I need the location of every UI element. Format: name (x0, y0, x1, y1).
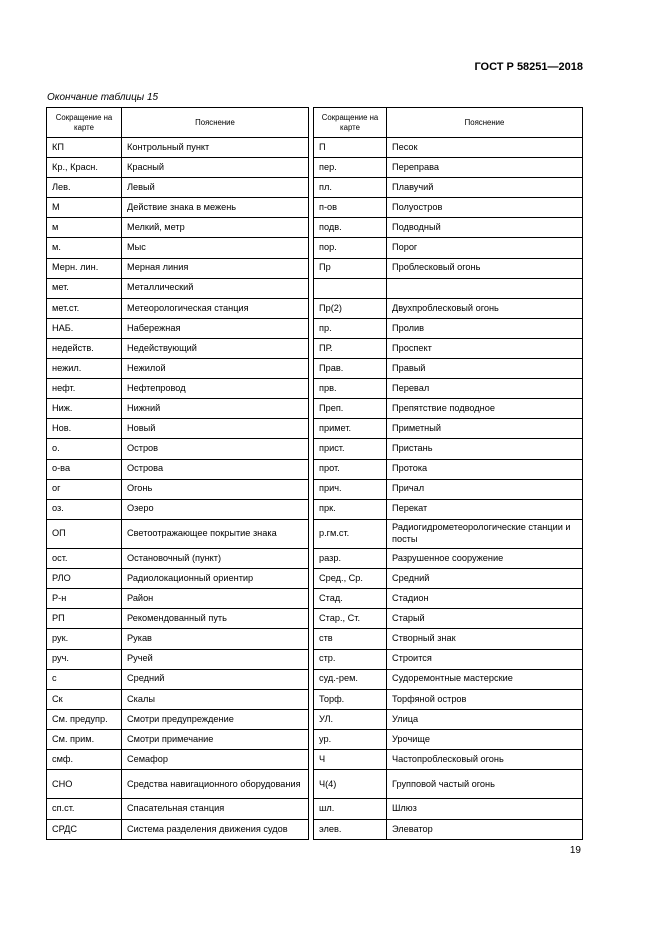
table-header-row (47, 108, 309, 138)
abbreviation-cell: ПР. (314, 338, 387, 358)
table-row (47, 419, 309, 439)
abbreviation-cell: стр. (314, 649, 387, 669)
table-row (47, 709, 309, 729)
meaning-cell: Пристань (387, 439, 583, 459)
table-row (47, 158, 309, 178)
abbreviation-cell: руч. (47, 649, 122, 669)
abbreviation-cell: разр. (314, 549, 387, 569)
abbreviation-cell: ур. (314, 729, 387, 749)
table-row (314, 819, 583, 839)
abbreviation-cell: прот. (314, 459, 387, 479)
meaning-cell: Металлический (122, 278, 309, 298)
table-row (47, 258, 309, 278)
meaning-cell: Система разделения движения судов (122, 819, 309, 839)
meaning-cell: Стадион (387, 589, 583, 609)
abbreviation-cell: Ч(4) (314, 770, 387, 799)
meaning-cell: Пролив (387, 318, 583, 338)
abbreviation-cell: Стар., Ст. (314, 609, 387, 629)
table-row (314, 729, 583, 749)
abbreviation-cell: прв. (314, 379, 387, 399)
meaning-cell: Створный знак (387, 629, 583, 649)
abbreviation-cell: См. предупр. (47, 709, 122, 729)
abbreviation-cell: пер. (314, 158, 387, 178)
meaning-cell: Нефтепровод (122, 379, 309, 399)
table-row (314, 258, 583, 278)
meaning-cell: Шлюз (387, 799, 583, 819)
abbreviation-cell: п-ов (314, 198, 387, 218)
meaning-cell: Нежилой (122, 359, 309, 379)
table-row (314, 338, 583, 358)
table-row (314, 218, 583, 238)
meaning-cell: Элеватор (387, 819, 583, 839)
meaning-cell: Протока (387, 459, 583, 479)
table-row (47, 629, 309, 649)
abbreviation-cell: пор. (314, 238, 387, 258)
abbreviation-cell: Стад. (314, 589, 387, 609)
table-row (47, 338, 309, 358)
meaning-cell: Радиогидрометеорологические станции и посты (387, 519, 583, 548)
abbreviation-cell: недейств. (47, 338, 122, 358)
table-row (314, 298, 583, 318)
column-header-meaning: Пояснение (122, 108, 309, 138)
table-row (47, 359, 309, 379)
table-row (314, 499, 583, 519)
table-row (47, 649, 309, 669)
abbreviation-cell: с (47, 669, 122, 689)
abbreviation-cell: Пр(2) (314, 298, 387, 318)
abbreviation-cell: М (47, 198, 122, 218)
meaning-cell: Перекат (387, 499, 583, 519)
abbreviation-cell: пр. (314, 318, 387, 338)
table-row (314, 519, 583, 548)
meaning-cell: Правый (387, 359, 583, 379)
abbreviation-cell: о-ва (47, 459, 122, 479)
meaning-cell: Смотри предупреждение (122, 709, 309, 729)
meaning-cell: Строится (387, 649, 583, 669)
meaning-cell: Проспект (387, 338, 583, 358)
table-row (314, 649, 583, 669)
meaning-cell: Двухпроблесковый огонь (387, 298, 583, 318)
table-row (314, 178, 583, 198)
abbreviation-cell: Мерн. лин. (47, 258, 122, 278)
column-header-abbreviation: Сокращение на карте (314, 108, 387, 138)
meaning-cell: Ручей (122, 649, 309, 669)
table-row (314, 629, 583, 649)
table-row (314, 379, 583, 399)
meaning-cell: Плавучий (387, 178, 583, 198)
table-row (314, 589, 583, 609)
table-row (314, 549, 583, 569)
meaning-cell: Причал (387, 479, 583, 499)
abbreviation-cell: сп.ст. (47, 799, 122, 819)
meaning-cell: Средний (387, 569, 583, 589)
table-right-half (313, 107, 583, 840)
table-row (314, 569, 583, 589)
meaning-cell: Остановочный (пункт) (122, 549, 309, 569)
table-row (314, 750, 583, 770)
table-row (314, 799, 583, 819)
table-row (47, 819, 309, 839)
table-row (314, 278, 583, 298)
abbreviation-cell: Торф. (314, 689, 387, 709)
table-row (47, 569, 309, 589)
table-row (47, 298, 309, 318)
abbreviation-cell: КП (47, 138, 122, 158)
table-row (47, 278, 309, 298)
meaning-cell: Средства навигационного оборудования (122, 770, 309, 799)
meaning-cell: Спасательная станция (122, 799, 309, 819)
meaning-cell: Семафор (122, 750, 309, 770)
table-row (47, 198, 309, 218)
table-row (47, 439, 309, 459)
meaning-cell: Рекомендованный путь (122, 609, 309, 629)
meaning-cell: Переправа (387, 158, 583, 178)
abbreviation-cell: СНО (47, 770, 122, 799)
abbreviation-cell: нефт. (47, 379, 122, 399)
abbreviation-cell: мет. (47, 278, 122, 298)
table-row (47, 519, 309, 548)
table-row (314, 359, 583, 379)
table-row (47, 729, 309, 749)
abbreviation-cell: Нов. (47, 419, 122, 439)
meaning-cell: Острова (122, 459, 309, 479)
abbreviation-cell (314, 278, 387, 298)
meaning-cell: Полуостров (387, 198, 583, 218)
meaning-cell: Мерная линия (122, 258, 309, 278)
meaning-cell: Порог (387, 238, 583, 258)
table-row (314, 198, 583, 218)
abbreviation-cell: м (47, 218, 122, 238)
meaning-cell: Скалы (122, 689, 309, 709)
abbreviation-cell: См. прим. (47, 729, 122, 749)
page-number: 19 (569, 845, 581, 856)
table-row (314, 439, 583, 459)
table-row (314, 138, 583, 158)
meaning-cell: Светоотражающее покрытие знака (122, 519, 309, 548)
meaning-cell: Разрушенное сооружение (387, 549, 583, 569)
abbreviation-cell: Ниж. (47, 399, 122, 419)
column-header-abbreviation: Сокращение на карте (47, 108, 122, 138)
abbreviation-cell: РЛО (47, 569, 122, 589)
abbreviation-cell: ОП (47, 519, 122, 548)
abbreviation-cell: Ч (314, 750, 387, 770)
meaning-cell: Урочище (387, 729, 583, 749)
table-row (314, 709, 583, 729)
abbreviation-cell: элев. (314, 819, 387, 839)
abbreviation-cell: П (314, 138, 387, 158)
table-row (47, 549, 309, 569)
table-row (47, 399, 309, 419)
abbreviation-cell: шл. (314, 799, 387, 819)
abbreviation-cell: пл. (314, 178, 387, 198)
abbreviation-cell: Преп. (314, 399, 387, 419)
meaning-cell: Остров (122, 439, 309, 459)
table-row (47, 609, 309, 629)
meaning-cell: Район (122, 589, 309, 609)
table-row (314, 609, 583, 629)
abbreviation-cell: Лев. (47, 178, 122, 198)
table-row (314, 238, 583, 258)
table-row (47, 218, 309, 238)
abbreviation-cell: ог (47, 479, 122, 499)
table-row (47, 479, 309, 499)
table-row (314, 770, 583, 799)
table-row (47, 318, 309, 338)
table-row (314, 419, 583, 439)
meaning-cell: Огонь (122, 479, 309, 499)
column-header-meaning: Пояснение (387, 108, 583, 138)
meaning-cell: Старый (387, 609, 583, 629)
meaning-cell: Мыс (122, 238, 309, 258)
meaning-cell: Красный (122, 158, 309, 178)
meaning-cell: Средний (122, 669, 309, 689)
meaning-cell: Улица (387, 709, 583, 729)
table-caption: Окончание таблицы 15 (47, 92, 159, 103)
abbreviation-cell: прич. (314, 479, 387, 499)
abbreviation-cell: НАБ. (47, 318, 122, 338)
table-row (47, 689, 309, 709)
abbreviation-cell: подв. (314, 218, 387, 238)
table-row (314, 158, 583, 178)
document-code: ГОСТ Р 58251—2018 (474, 61, 583, 73)
table-row (314, 479, 583, 499)
table-header-row (314, 108, 583, 138)
abbreviation-cell: Кр., Красн. (47, 158, 122, 178)
abbreviation-cell: Сред., Ср. (314, 569, 387, 589)
meaning-cell: Набережная (122, 318, 309, 338)
abbreviation-cell: м. (47, 238, 122, 258)
meaning-cell: Озеро (122, 499, 309, 519)
meaning-cell: Подводный (387, 218, 583, 238)
abbreviation-cell: о. (47, 439, 122, 459)
table-row (47, 238, 309, 258)
abbreviation-cell: оз. (47, 499, 122, 519)
abbreviation-cell: ост. (47, 549, 122, 569)
meaning-cell: Контрольный пункт (122, 138, 309, 158)
meaning-cell: Нижний (122, 399, 309, 419)
table-row (47, 770, 309, 799)
table-row (47, 750, 309, 770)
abbreviation-cell: Прав. (314, 359, 387, 379)
table-row (314, 318, 583, 338)
table-row (47, 459, 309, 479)
table-row (47, 499, 309, 519)
abbreviation-cell: мет.ст. (47, 298, 122, 318)
table-row (47, 589, 309, 609)
meaning-cell: Действие знака в межень (122, 198, 309, 218)
abbreviation-cell: нежил. (47, 359, 122, 379)
meaning-cell: Смотри примечание (122, 729, 309, 749)
meaning-cell: Проблесковый огонь (387, 258, 583, 278)
table-row (47, 138, 309, 158)
meaning-cell: Приметный (387, 419, 583, 439)
meaning-cell: Торфяной остров (387, 689, 583, 709)
abbreviation-cell: прк. (314, 499, 387, 519)
abbreviation-cell: р.гм.ст. (314, 519, 387, 548)
table-left-half (46, 107, 309, 840)
abbreviation-cell: рук. (47, 629, 122, 649)
table-row (47, 799, 309, 819)
meaning-cell: Радиолокационный ориентир (122, 569, 309, 589)
abbreviation-cell: Р-н (47, 589, 122, 609)
meaning-cell: Судоремонтные мастерские (387, 669, 583, 689)
table-row (47, 178, 309, 198)
table-row (47, 669, 309, 689)
table-row (314, 459, 583, 479)
table-row (314, 399, 583, 419)
meaning-cell: Метеорологическая станция (122, 298, 309, 318)
meaning-cell: Недействующий (122, 338, 309, 358)
abbreviation-cell: прист. (314, 439, 387, 459)
abbreviation-cell: СРДС (47, 819, 122, 839)
table-row (314, 669, 583, 689)
abbreviation-cell: ств (314, 629, 387, 649)
meaning-cell (387, 278, 583, 298)
meaning-cell: Препятствие подводное (387, 399, 583, 419)
meaning-cell: Мелкий, метр (122, 218, 309, 238)
meaning-cell: Песок (387, 138, 583, 158)
meaning-cell: Рукав (122, 629, 309, 649)
meaning-cell: Групповой частый огонь (387, 770, 583, 799)
abbreviation-cell: смф. (47, 750, 122, 770)
table-row (47, 379, 309, 399)
meaning-cell: Левый (122, 178, 309, 198)
abbreviation-cell: примет. (314, 419, 387, 439)
abbreviation-cell: Пр (314, 258, 387, 278)
abbreviation-cell: Ск (47, 689, 122, 709)
meaning-cell: Перевал (387, 379, 583, 399)
meaning-cell: Частопроблесковый огонь (387, 750, 583, 770)
meaning-cell: Новый (122, 419, 309, 439)
abbreviation-cell: УЛ. (314, 709, 387, 729)
abbreviation-cell: РП (47, 609, 122, 629)
table-row (314, 689, 583, 709)
abbreviations-table (46, 107, 582, 840)
abbreviation-cell: суд.-рем. (314, 669, 387, 689)
